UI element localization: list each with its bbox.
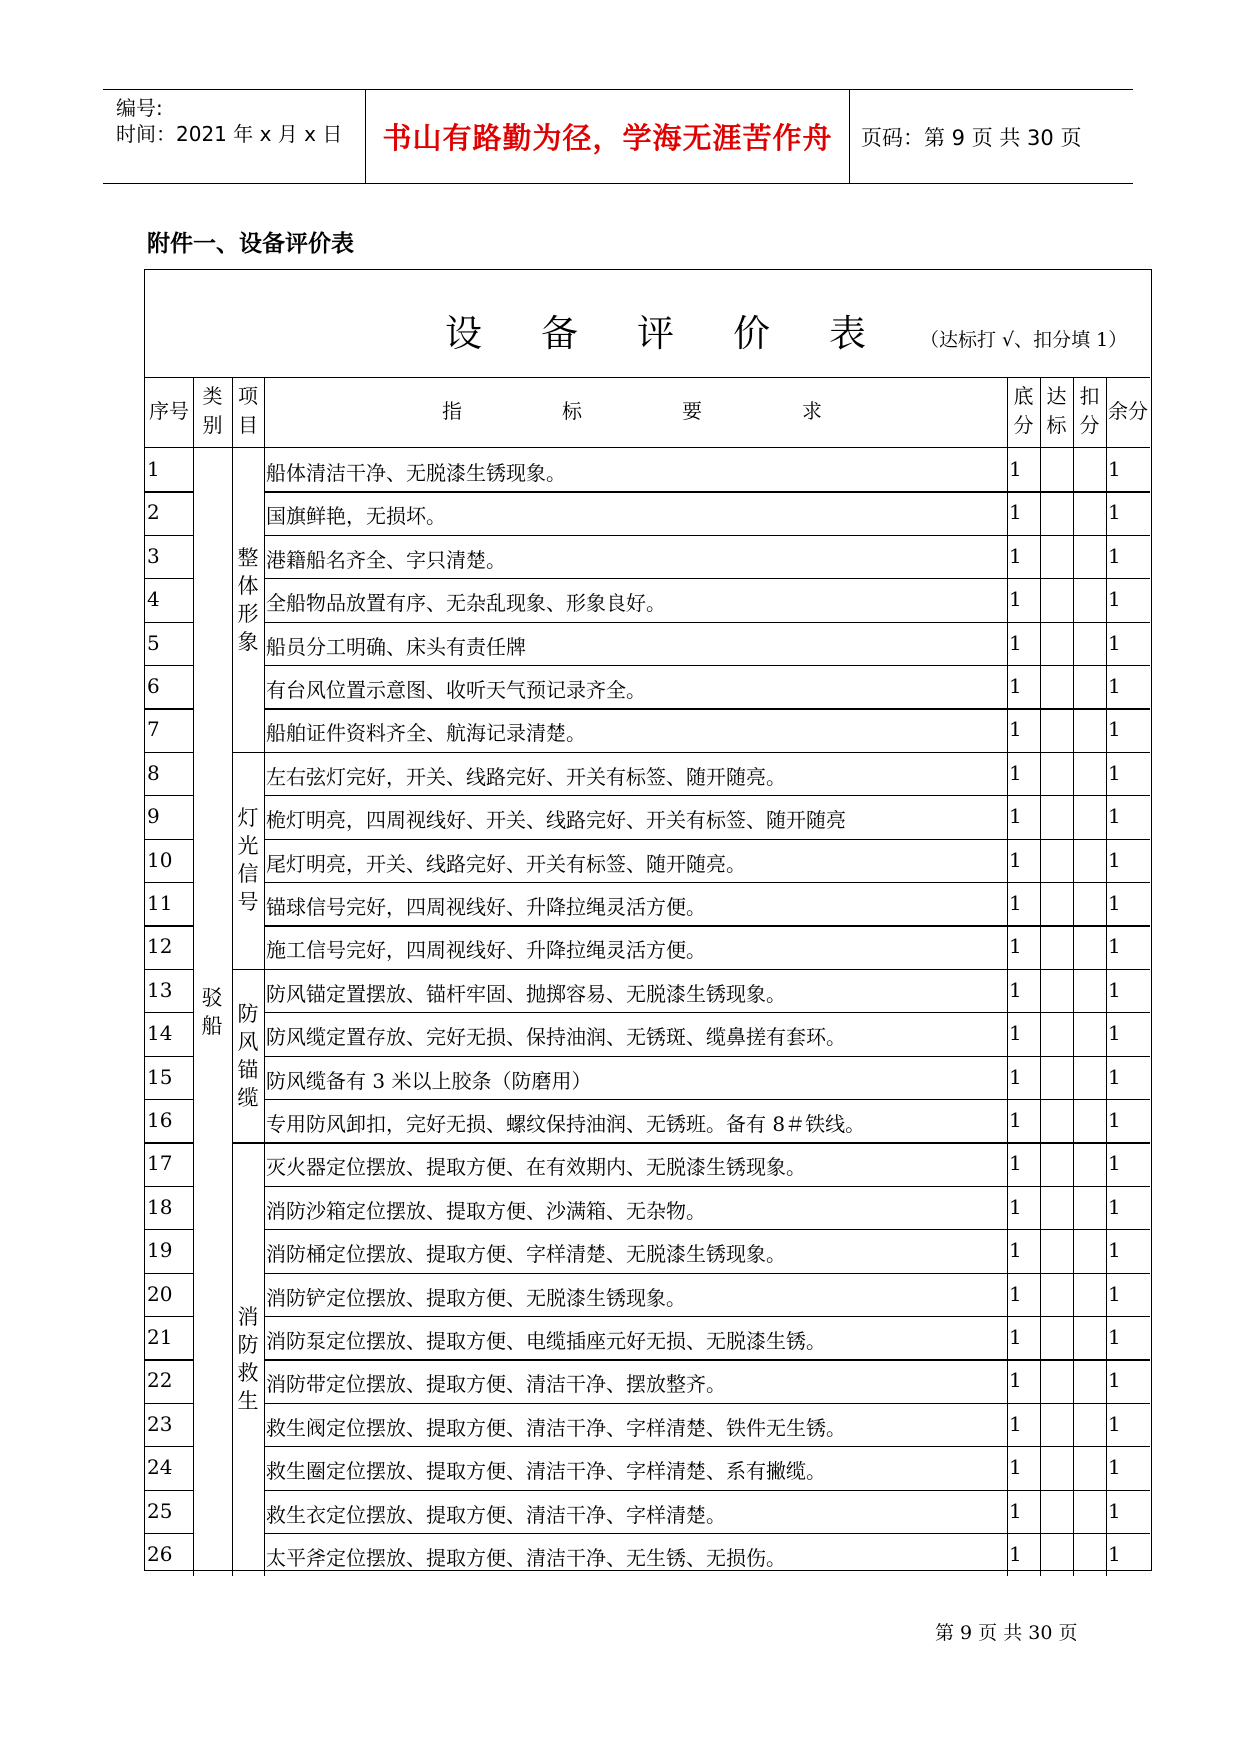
row-divider — [264, 1273, 1150, 1274]
row-number: 4 — [147, 587, 160, 612]
category-label — [200, 984, 224, 1040]
row-requirement: 港籍船名齐全、字只清楚。 — [266, 547, 506, 572]
table-title — [445, 303, 925, 357]
title-char: 备 — [541, 312, 578, 355]
row-divider — [264, 1186, 1150, 1187]
row-number: 2 — [147, 500, 160, 525]
header-pass: 达 标 — [1046, 384, 1067, 437]
group-label-char: 生 — [237, 1389, 259, 1414]
row-number: 12 — [147, 934, 173, 959]
row-remain-score: 1 — [1108, 1238, 1121, 1263]
row-divider — [145, 1533, 193, 1534]
row-divider — [264, 491, 1150, 492]
header-requirement — [442, 397, 922, 426]
row-divider — [145, 839, 193, 840]
row-number: 25 — [147, 1498, 173, 1523]
row-divider — [264, 665, 1150, 666]
row-base-score: 1 — [1009, 630, 1022, 655]
row-base-score: 1 — [1009, 760, 1022, 785]
header-requirement-char: 要 — [682, 399, 702, 423]
group-label — [236, 1303, 260, 1415]
group-label-char: 缆 — [237, 1085, 259, 1110]
group-label — [236, 1000, 260, 1112]
row-divider — [264, 1099, 1150, 1100]
row-base-score: 1 — [1009, 587, 1022, 612]
row-divider — [264, 969, 1150, 970]
row-number: 7 — [147, 717, 160, 742]
row-number: 6 — [147, 674, 160, 698]
row-requirement: 消防带定位摆放、提取方便、清洁干净、摆放整齐。 — [266, 1372, 726, 1397]
row-base-score: 1 — [1009, 1455, 1022, 1480]
group-label-char: 号 — [237, 890, 259, 915]
row-number: 23 — [147, 1411, 173, 1436]
row-remain-score: 1 — [1108, 1194, 1121, 1219]
row-number: 24 — [147, 1455, 173, 1480]
row-divider — [145, 578, 193, 579]
row-divider — [145, 969, 193, 970]
row-remain-score: 1 — [1108, 1281, 1121, 1306]
group-label-char: 防 — [237, 1001, 259, 1026]
row-number: 5 — [147, 630, 160, 655]
row-number: 21 — [147, 1325, 173, 1349]
row-requirement: 消防沙箱定位摆放、提取方便、沙满箱、无杂物。 — [266, 1198, 706, 1223]
row-divider — [145, 1099, 193, 1100]
group-label-char: 灯 — [237, 806, 259, 831]
row-divider — [145, 1446, 193, 1447]
row-requirement: 消防桶定位摆放、提取方便、字样清楚、无脱漆生锈现象。 — [266, 1242, 786, 1267]
row-divider — [145, 708, 193, 709]
row-divider — [264, 535, 1150, 536]
row-divider — [145, 1359, 193, 1360]
row-requirement: 专用防风卸扣，完好无损、螺纹保持油润、无锈班。备有 8＃铁线。 — [266, 1112, 866, 1136]
table-title-row — [145, 270, 1150, 378]
row-requirement: 救生圈定位摆放、提取方便、清洁干净、字样清楚、系有撇缆。 — [266, 1459, 826, 1484]
row-requirement: 灭火器定位摆放、提取方便、在有效期内、无脱漆生锈现象。 — [266, 1155, 806, 1180]
row-number: 9 — [147, 804, 160, 829]
row-base-score: 1 — [1009, 1151, 1022, 1176]
row-requirement: 防风缆定置存放、完好无损、保持油润、无锈斑、缆鼻搓有套环。 — [266, 1025, 846, 1050]
group-label-char: 风 — [237, 1029, 259, 1054]
row-remain-score: 1 — [1108, 587, 1121, 612]
row-requirement: 救生衣定位摆放、提取方便、清洁干净、字样清楚。 — [266, 1502, 726, 1527]
group-label-char: 锚 — [237, 1057, 259, 1082]
row-divider — [145, 1142, 193, 1143]
row-divider — [264, 1359, 1150, 1360]
row-base-score: 1 — [1009, 847, 1022, 872]
row-divider — [264, 1229, 1150, 1230]
row-remain-score: 1 — [1108, 1064, 1121, 1089]
row-requirement: 船员分工明确、床头有责任牌 — [266, 634, 526, 659]
row-number: 22 — [147, 1368, 173, 1393]
row-remain-score: 1 — [1108, 1151, 1121, 1176]
header-divider — [264, 378, 265, 447]
row-requirement: 船舶证件资料齐全、航海记录清楚。 — [266, 721, 586, 746]
row-number: 14 — [147, 1021, 173, 1046]
row-number: 16 — [147, 1108, 173, 1132]
group-label — [236, 544, 260, 656]
row-requirement: 全船物品放置有序、无杂乱现象、形象良好。 — [266, 591, 666, 616]
category-label-char: 船 — [201, 1014, 223, 1039]
group-label-char: 体 — [237, 573, 259, 598]
group-label-char: 光 — [237, 834, 259, 859]
header-category: 类 别 — [202, 384, 223, 437]
row-remain-score: 1 — [1108, 630, 1121, 655]
row-base-score: 1 — [1009, 891, 1022, 915]
row-requirement: 防风缆备有 3 米以上胶条（防磨用） — [266, 1068, 592, 1093]
row-divider — [145, 1186, 193, 1187]
title-char: 设 — [445, 312, 482, 355]
row-remain-score: 1 — [1108, 674, 1121, 698]
row-requirement: 施工信号完好，四周视线好、升降拉绳灵活方便。 — [266, 938, 706, 963]
group-label-char: 防 — [237, 1333, 259, 1358]
row-remain-score: 1 — [1108, 891, 1121, 915]
row-requirement: 消防泵定位摆放、提取方便、电缆插座元好无损、无脱漆生锈。 — [266, 1329, 826, 1353]
row-remain-score: 1 — [1108, 1542, 1121, 1566]
group-label-char: 消 — [237, 1305, 259, 1330]
row-remain-score: 1 — [1108, 500, 1121, 525]
row-base-score: 1 — [1009, 1542, 1022, 1566]
table-note: （达标打 √、扣分填 1） — [920, 329, 1128, 351]
row-divider — [264, 578, 1150, 579]
row-requirement: 太平斧定位摆放、提取方便、清洁干净、无生锈、无损伤。 — [266, 1546, 786, 1570]
group-label-char: 救 — [237, 1361, 259, 1386]
column-divider — [193, 448, 194, 1576]
header-seq: 序号 — [149, 399, 189, 423]
title-char: 表 — [829, 312, 866, 355]
doc-number-label: 编号: — [116, 96, 163, 120]
title-char: 评 — [637, 312, 674, 355]
group-label — [236, 804, 260, 916]
row-remain-score: 1 — [1108, 977, 1121, 1002]
row-number: 13 — [147, 977, 173, 1002]
row-base-score: 1 — [1009, 1064, 1022, 1089]
row-remain-score: 1 — [1108, 804, 1121, 829]
row-divider — [264, 925, 1150, 926]
row-base-score: 1 — [1009, 1498, 1022, 1523]
row-requirement: 国旗鲜艳，无损坏。 — [266, 504, 446, 529]
row-number: 11 — [147, 891, 173, 915]
row-remain-score: 1 — [1108, 934, 1121, 959]
row-number: 8 — [147, 760, 160, 785]
row-base-score: 1 — [1009, 1021, 1022, 1046]
row-divider — [145, 622, 193, 623]
row-divider — [145, 1273, 193, 1274]
row-base-score: 1 — [1009, 1238, 1022, 1263]
row-remain-score: 1 — [1108, 847, 1121, 872]
row-requirement: 船体清洁干净、无脱漆生锈现象。 — [266, 461, 566, 485]
row-number: 20 — [147, 1281, 173, 1306]
row-divider — [145, 1316, 193, 1317]
row-remain-score: 1 — [1108, 1021, 1121, 1046]
row-number: 10 — [147, 847, 173, 872]
header-remain: 余分 — [1108, 399, 1148, 423]
header-left-cell — [103, 90, 366, 183]
row-base-score: 1 — [1009, 457, 1022, 481]
row-base-score: 1 — [1009, 543, 1022, 568]
group-divider — [232, 969, 264, 970]
row-remain-score: 1 — [1108, 1368, 1121, 1393]
title-char: 价 — [733, 312, 770, 355]
row-divider — [145, 1403, 193, 1404]
row-divider — [145, 665, 193, 666]
date-label: 时间：2021 年 x 月 x 日 — [116, 122, 343, 146]
row-requirement: 防风锚定置摆放、锚杆牢固、抛掷容易、无脱漆生锈现象。 — [266, 981, 786, 1006]
row-number: 1 — [147, 457, 160, 481]
row-base-score: 1 — [1009, 717, 1022, 742]
row-base-score: 1 — [1009, 1368, 1022, 1393]
row-divider — [145, 491, 193, 492]
row-divider — [145, 1056, 193, 1057]
row-number: 17 — [147, 1151, 173, 1176]
header-item: 项 目 — [238, 384, 258, 437]
row-requirement: 尾灯明亮，开关、线路完好、开关有标签、随开随亮。 — [266, 851, 746, 876]
row-base-score: 1 — [1009, 977, 1022, 1002]
row-remain-score: 1 — [1108, 457, 1121, 481]
row-base-score: 1 — [1009, 934, 1022, 959]
motto-text: 书山有路勤为径，学海无涯苦作舟 — [382, 121, 833, 155]
group-label-char: 整 — [237, 545, 259, 570]
row-divider — [264, 1316, 1150, 1317]
row-remain-score: 1 — [1108, 1498, 1121, 1523]
column-divider — [232, 448, 233, 1576]
row-divider — [264, 1012, 1150, 1013]
row-divider — [264, 1490, 1150, 1491]
row-requirement: 锚球信号完好，四周视线好、升降拉绳灵活方便。 — [266, 895, 706, 919]
row-remain-score: 1 — [1108, 1325, 1121, 1349]
row-base-score: 1 — [1009, 1281, 1022, 1306]
row-divider — [145, 925, 193, 926]
group-label-char: 信 — [237, 862, 259, 887]
row-base-score: 1 — [1009, 1411, 1022, 1436]
row-divider — [145, 1229, 193, 1230]
attachment-title: 附件一、设备评价表 — [147, 231, 354, 257]
header-requirement-char: 求 — [802, 399, 822, 423]
row-divider — [145, 795, 193, 796]
row-base-score: 1 — [1009, 674, 1022, 698]
row-divider — [145, 1012, 193, 1013]
row-divider — [145, 882, 193, 883]
group-divider — [232, 752, 264, 753]
header-motto-cell — [366, 90, 850, 183]
row-divider — [145, 1490, 193, 1491]
group-label-char: 形 — [237, 601, 259, 626]
row-remain-score: 1 — [1108, 760, 1121, 785]
row-divider — [264, 882, 1150, 883]
row-number: 3 — [147, 543, 160, 568]
row-divider — [264, 752, 1150, 753]
row-divider — [264, 1446, 1150, 1447]
row-divider — [264, 1533, 1150, 1534]
row-requirement: 救生阀定位摆放、提取方便、清洁干净、字样清楚、铁件无生锈。 — [266, 1415, 846, 1440]
row-remain-score: 1 — [1108, 1455, 1121, 1480]
row-remain-score: 1 — [1108, 1108, 1121, 1132]
row-divider — [145, 535, 193, 536]
header-deduct: 扣 分 — [1079, 384, 1100, 437]
footer-page-number: 第 9 页 共 30 页 — [935, 1622, 1078, 1644]
row-divider — [264, 1142, 1150, 1143]
row-base-score: 1 — [1009, 1194, 1022, 1219]
row-divider — [145, 752, 193, 753]
row-divider — [264, 839, 1150, 840]
table-header-row — [145, 378, 1150, 448]
header-base: 底 分 — [1013, 384, 1034, 437]
row-base-score: 1 — [1009, 1108, 1022, 1132]
row-requirement: 桅灯明亮，四周视线好、开关、线路完好、开关有标签、随开随亮 — [266, 808, 846, 833]
evaluation-table — [144, 269, 1152, 1571]
row-remain-score: 1 — [1108, 717, 1121, 742]
header-requirement-char: 指 — [442, 399, 462, 423]
row-number: 26 — [147, 1542, 173, 1566]
row-divider — [264, 708, 1150, 709]
row-base-score: 1 — [1009, 1325, 1022, 1349]
header-page-number: 页码：第 9 页 共 30 页 — [861, 126, 1082, 150]
header-requirement-char: 标 — [562, 399, 582, 423]
row-number: 15 — [147, 1064, 173, 1089]
page-header — [103, 89, 1133, 184]
row-remain-score: 1 — [1108, 1411, 1121, 1436]
group-divider — [232, 1142, 264, 1143]
row-requirement: 左右弦灯完好，开关、线路完好、开关有标签、随开随亮。 — [266, 764, 786, 789]
row-divider — [264, 795, 1150, 796]
row-number: 19 — [147, 1238, 173, 1263]
category-label-char: 驳 — [201, 986, 223, 1011]
row-requirement: 有台风位置示意图、收听天气预记录齐全。 — [266, 678, 646, 702]
row-remain-score: 1 — [1108, 543, 1121, 568]
row-base-score: 1 — [1009, 500, 1022, 525]
row-divider — [264, 622, 1150, 623]
group-label-char: 象 — [237, 629, 259, 654]
row-number: 18 — [147, 1194, 173, 1219]
row-requirement: 消防铲定位摆放、提取方便、无脱漆生锈现象。 — [266, 1285, 686, 1310]
row-divider — [264, 1056, 1150, 1057]
row-divider — [264, 1403, 1150, 1404]
row-base-score: 1 — [1009, 804, 1022, 829]
